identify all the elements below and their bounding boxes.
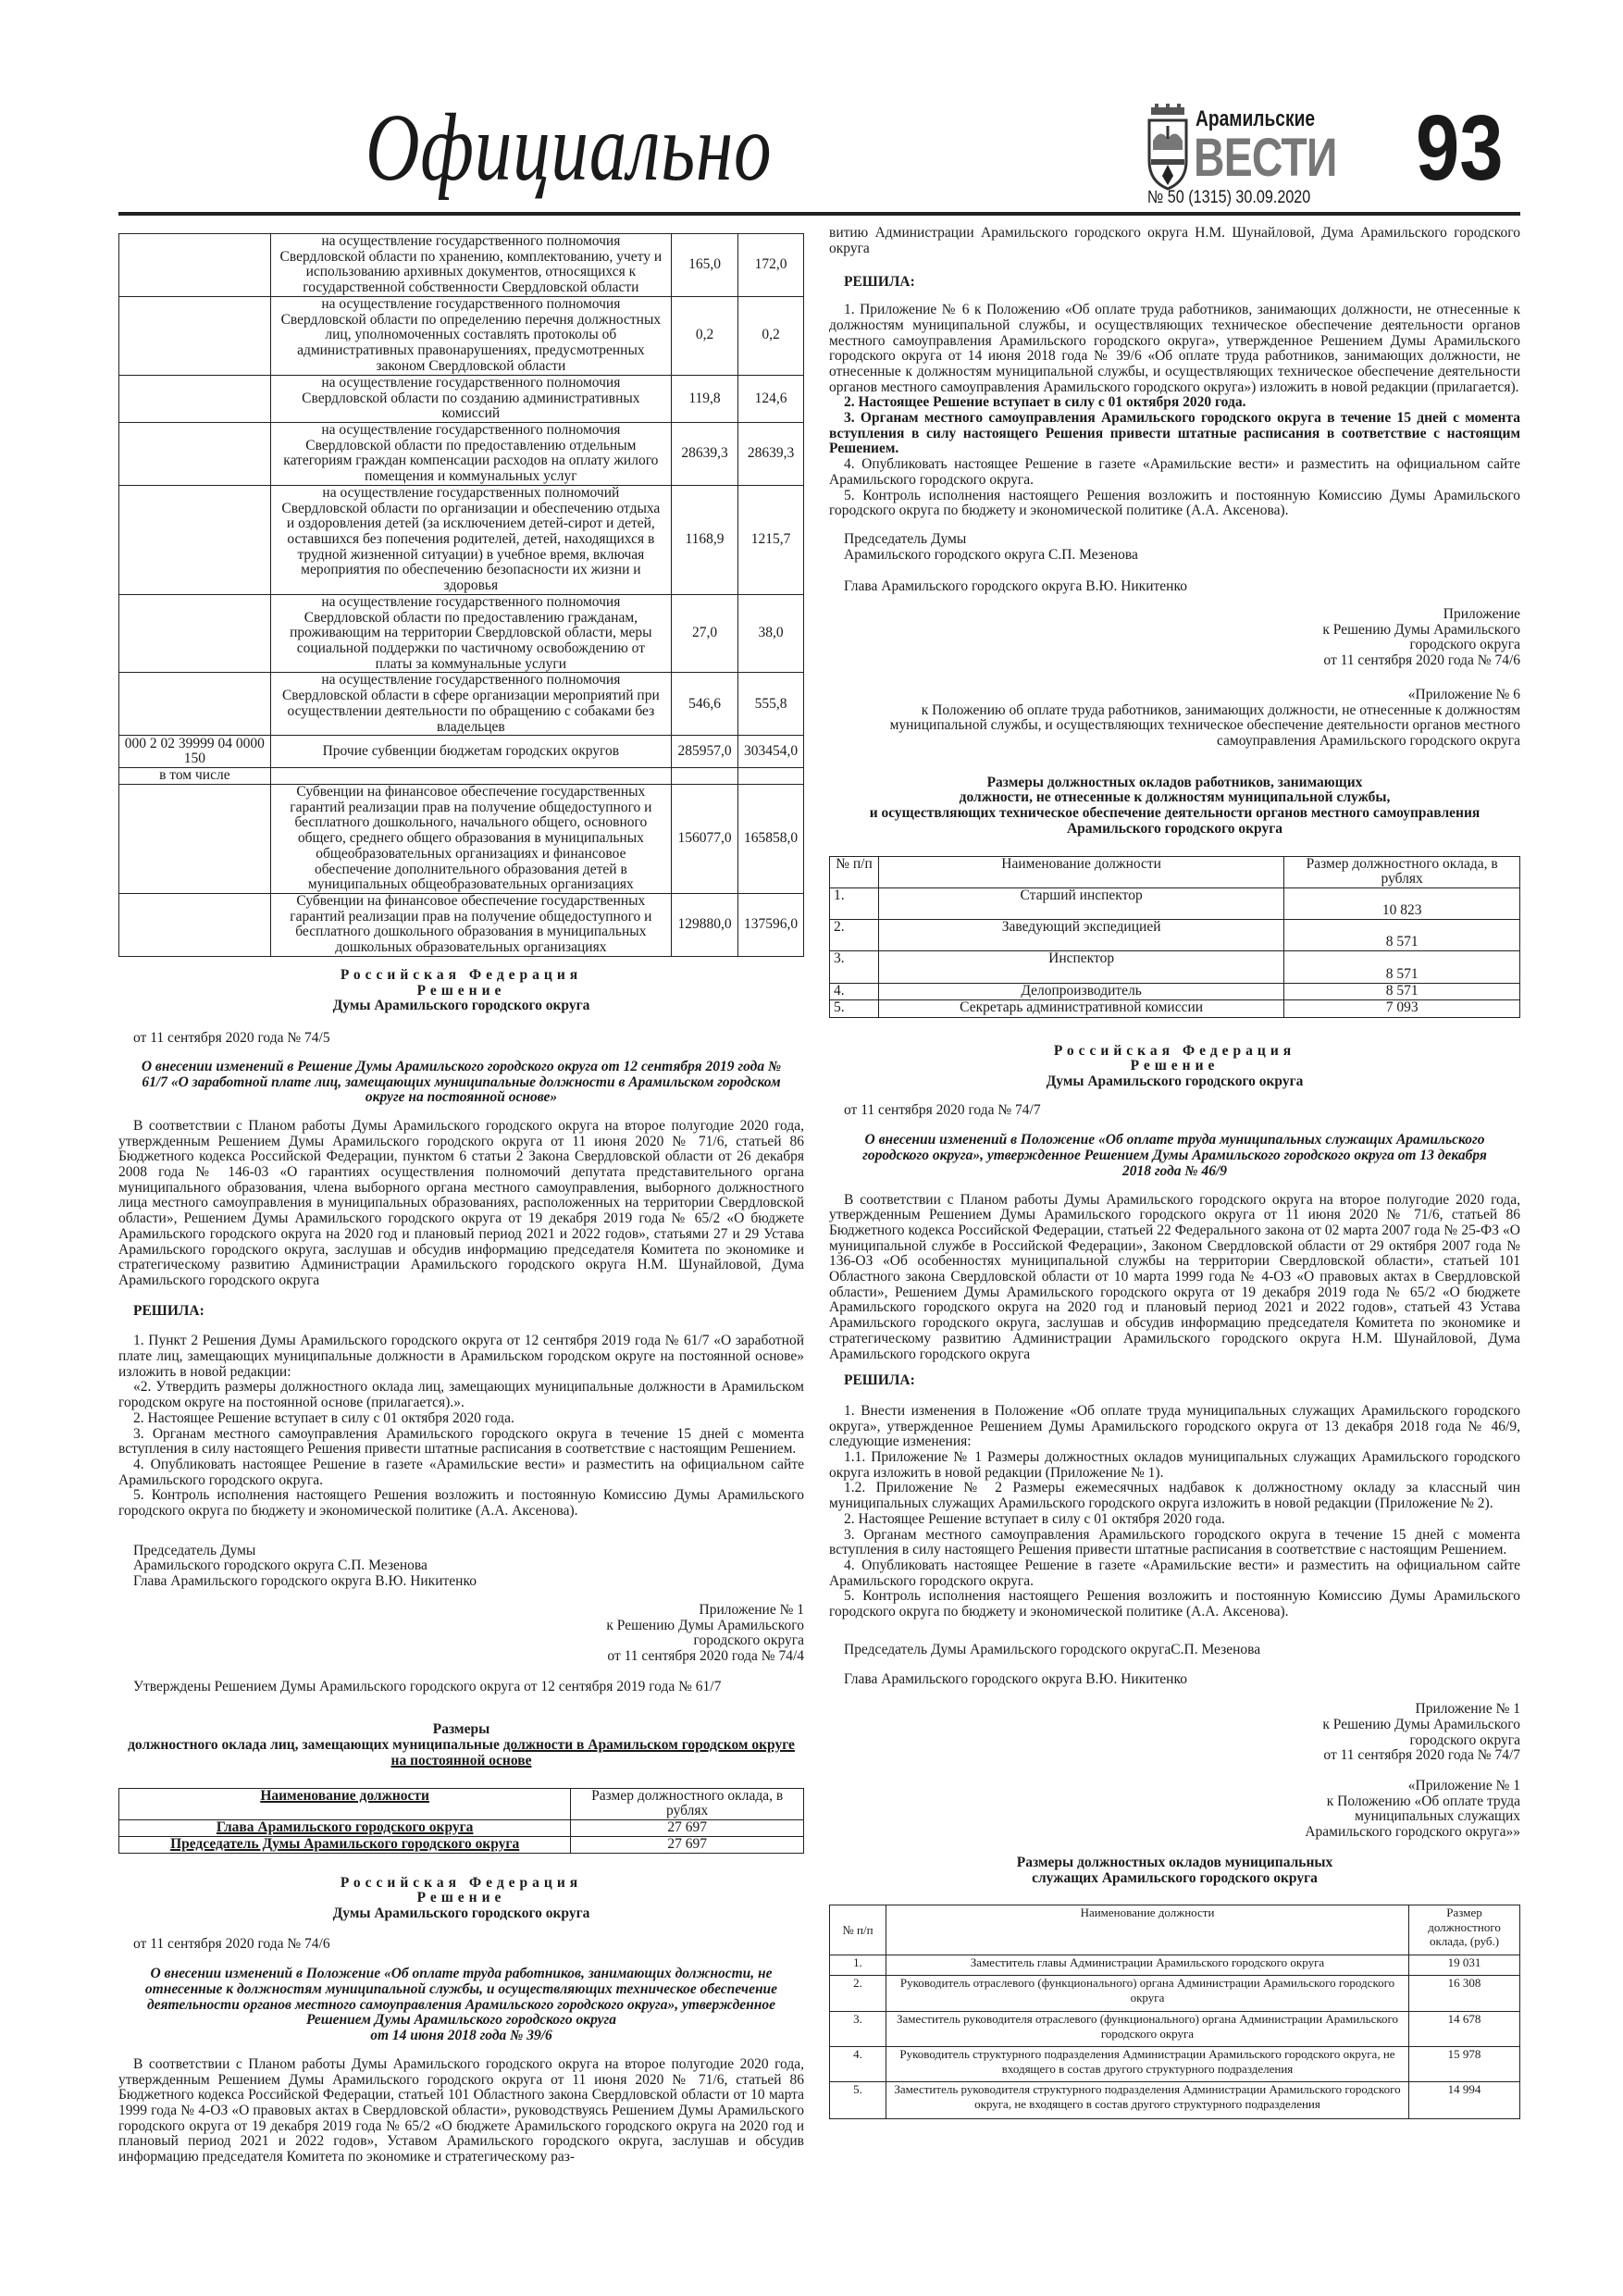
table-row [119, 785, 804, 894]
row-name: Руководитель отраслевого (функционального) органа Администрации Арамильского городского округа [886, 1976, 1408, 2012]
row-value-1: 27,0 [672, 594, 738, 673]
column-header-salary: Размер должностного оклада, в рублях [1284, 856, 1520, 887]
doc2-resolved: РЕШИЛА: [844, 274, 915, 291]
text-line: городского округа [1409, 637, 1520, 653]
row-value-1: 285957,0 [672, 736, 738, 768]
row-name: Руководитель структурного подразделения Администрации Арамильского городского округа, не входящего в состав другого структурного подразделения [886, 2047, 1408, 2082]
list-item: 1. Внести изменения в Положение «Об оплате труда муниципальных служащих Арамильского городского округа», утвержденное Решением Думы Арамильского городского округа от 13 декабря 2018 года № 46/9, следующие изменения: [829, 1402, 1520, 1450]
row-name: Инспектор [878, 950, 1283, 983]
text-line: Глава Арамильского городского округа В.Ю. Никитенко [133, 1573, 477, 1590]
doc2-quote-appendix-text: к Положению об оплате труда работников, занимающих должности, не отнесенные к должностям муниципальной службы, и осуществляющих техническое обеспечение деятельности органов местного самоуправления Арамильского городского округа [889, 701, 1520, 749]
list-item: 2. Настоящее Решение вступает в силу с 01 октября 2020 года. [133, 1409, 514, 1426]
list-item: 3. Органам местного самоуправления Арамильского городского округа в течение 15 дней с момента вступления в силу настоящего Решения привести штатные расписания в соответствие с настоящим Решением. [829, 410, 1520, 457]
text-line: «Приложение № 1 [1407, 1778, 1520, 1794]
row-code [119, 422, 271, 485]
text-line: Размеры должностных окладов работников, занимающих [986, 774, 1363, 790]
doc2-preamble-cont-text: витию Администрации Арамильского городского округа Н.М. Шунайловой, Дума Арамильского городского округа [829, 225, 1520, 256]
doc3-salary-table [829, 1905, 1520, 2119]
row-value-2: 38,0 [738, 594, 804, 673]
doc1-preamble [118, 1119, 804, 1289]
row-name-cell [119, 1819, 571, 1836]
row-code [119, 673, 271, 736]
table-row [830, 950, 1520, 983]
row-salary: 14 994 [1409, 2082, 1520, 2119]
table-row [119, 736, 804, 768]
right-column [829, 226, 1520, 2119]
row-name: Заместитель руководителя отраслевого (функционального) органа Администрации Арамильского городского округа [886, 2012, 1408, 2047]
list-item: 3. Органам местного самоуправления Арамильского городского округа в течение 15 дней с момента вступления в силу настоящего Решения привести штатные расписания в соответствие с настоящим Решением. [118, 1425, 804, 1458]
text-line: к Решению Думы Арамильского [606, 1617, 804, 1633]
list-item: 1.2. Приложение № 2 Размеры ежемесячных надбавок к должностному окладу за классный чин муниципальных служащих Арамильского городского округа изложить в новой редакции (Приложение № 2). [829, 1480, 1520, 1512]
row-value-1: 1168,9 [672, 485, 738, 594]
row-value-2: 124,6 [738, 375, 804, 422]
doc2-preamble-cont [829, 226, 1520, 256]
list-item: 3. Органам местного самоуправления Арамильского городского округа в течение 15 дней с момента вступления в силу настоящего Решения привести штатные расписания в соответствие с настоящим Решением. [829, 1526, 1520, 1558]
doc2-signature-line: Председатель Думы [844, 530, 967, 547]
doc1-table-title [118, 1722, 804, 1769]
row-number: 1. [830, 1955, 886, 1976]
issue-number: № 50 (1315) 30.09.2020 [1147, 188, 1311, 207]
row-name: Глава Арамильского городского округа [216, 1818, 474, 1835]
doc1-table-title-line: Размеры [432, 1721, 490, 1738]
text-line: от 11 сентября 2020 года № 74/6 [1323, 652, 1520, 669]
doc3-body: Думы Арамильского городского округа [1046, 1074, 1304, 1090]
row-name: Заместитель руководителя структурного подразделения Администрации Арамильского городского округа, не входящего в состав другого структурного подразделения [886, 2082, 1408, 2119]
row-value-2: 165858,0 [738, 785, 804, 894]
table-row [119, 673, 804, 736]
coat-of-arms-icon [1146, 104, 1190, 192]
row-salary: 7 093 [1284, 999, 1520, 1017]
list-item: 1.1. Приложение № 1 Размеры должностных окладов муниципальных служащих Арамильского городского округа изложить в новой редакции (Приложение № 1). [829, 1449, 1520, 1481]
doc2-salary-table [829, 856, 1520, 1018]
row-number: 4. [830, 983, 879, 999]
row-value-2: 137596,0 [738, 893, 804, 956]
row-value-2: 28639,3 [738, 422, 804, 485]
row-name: на осуществление государственного полномочия Свердловской области по предоставлению гражданам, проживающим на территории Свердловской области, меры социальной поддержки по частичному освобождению от платы за коммунальные услуги [270, 594, 671, 673]
list-item: 1. Пункт 2 Решения Думы Арамильского городского округа от 12 сентября 2019 года № 61/7 «О заработной плате лиц, замещающих муниципальные должности в Арамильском городском округе на постоянной основе» изложить в новой редакции: [118, 1333, 804, 1380]
text-line: от 11 сентября 2020 года № 74/4 [607, 1648, 804, 1664]
logo-text-small: Арамильские [1196, 106, 1316, 131]
table-row [830, 1976, 1520, 2012]
row-salary: 8 571 [1284, 919, 1520, 950]
row-salary: 8 571 [1284, 983, 1520, 999]
doc1-body: Думы Арамильского городского округа [332, 998, 590, 1014]
row-salary: 27 697 [571, 1819, 804, 1836]
row-code: 000 2 02 39999 04 0000 150 [119, 736, 271, 768]
doc3-title: О внесении изменений в Положение «Об оплате труда муниципальных служащих Арамильского городского округа», утвержденное Решением Думы Арамильского городского округа от 13 декабря 2018 года № 46/9 [862, 1132, 1487, 1179]
row-code [119, 893, 271, 956]
row-value-1: 156077,0 [672, 785, 738, 894]
text-line: Приложение [1443, 606, 1520, 623]
text-line: должности, не отнесенные к должностям муниципальной службы, [959, 789, 1391, 806]
row-number: 3. [830, 2012, 886, 2047]
section-title: Официально [365, 94, 773, 201]
doc1-table-subtitle: должностного оклада лиц, замещающих муниципальные [128, 1737, 503, 1754]
row-salary: 19 031 [1409, 1955, 1520, 1976]
doc1-appendix [118, 1603, 804, 1665]
row-name [270, 768, 671, 785]
doc2-heading [118, 1876, 804, 1922]
table-row [830, 983, 1520, 999]
table-row [830, 887, 1520, 919]
column-header-position: Наименование должности [878, 856, 1283, 887]
row-number: 5. [830, 2082, 886, 2119]
text-line: Арамильского городского округа [1066, 820, 1282, 837]
table-row [119, 768, 804, 785]
row-name: Субвенции на финансовое обеспечение государственных гарантий реализации прав на получение общедоступного и бесплатного дошкольного образования в муниципальных дошкольных образовательных организациях [270, 893, 671, 956]
doc3-quote-appendix [829, 1779, 1520, 1841]
text-line: к Решению Думы Арамильского [1322, 1716, 1520, 1732]
column-header-position: Наименование должности [260, 1787, 429, 1804]
column-header-salary: Размер должностного оклада, в рублях [571, 1788, 804, 1819]
doc1-table-subtitle-underlined: должности в Арамильском городском округе на постоянной основе [390, 1737, 795, 1769]
row-value-2: 303454,0 [738, 736, 804, 768]
row-value-1: 0,2 [672, 296, 738, 375]
text-line: городского округа [1409, 1731, 1520, 1748]
doc1-approved: Утверждены Решением Думы Арамильского городского округа от 12 сентября 2019 года № 61/7 [133, 1678, 722, 1694]
doc2-title [118, 1967, 804, 2044]
row-code [119, 296, 271, 375]
table-row [830, 2012, 1520, 2047]
row-value-2 [738, 768, 804, 785]
row-code [119, 375, 271, 422]
doc1-title: О внесении изменений в Решение Думы Арамильского городского округа от 12 сентября 2019 года № 61/7 «О заработной плате лиц, замещающих муниципальные должности в Арамильском городском округе на постоянной основе» [141, 1058, 782, 1106]
table-row [830, 999, 1520, 1017]
text-line: служащих Арамильского городского округа [1032, 1869, 1318, 1886]
doc2-title-main: О внесении изменений в Положение «Об оплате труда работников, занимающих должности, не отнесенные к должностям муниципальной службы, и осуществляющих техническое обеспечение деятельности органов местного самоуправления Арамильского городского округа», утвержденное Решением Думы Арамильского городского округа [144, 1966, 778, 2029]
budget-table [118, 233, 804, 957]
doc1-type: Решение [416, 982, 506, 999]
row-name: Секретарь административной комиссии [878, 999, 1283, 1017]
row-name: Субвенции на финансовое обеспечение государственных гарантий реализации прав на получение общедоступного и бесплатного дошкольного, начального общего, основного общего, среднего общего образования в муниципальных общеобразовательных организациях и финансовое обеспечение дополнительного образования детей в муниципальных общеобразовательных организациях [270, 785, 671, 894]
table-row [119, 375, 804, 422]
row-name: на осуществление государственного полномочия Свердловской области по предоставлению отдельным категориям граждан компенсации расходов на оплату жилого помещения и коммунальных услуг [270, 422, 671, 485]
column-header-position: Наименование должности [886, 1905, 1408, 1955]
list-item: 1. Приложение № 6 к Положению «Об оплате труда работников, занимающих должности, не отнесенные к должностям муниципальной службы, и осуществляющих техническое обеспечение деятельности органов местного самоуправления Арамильского городского округа», утвержденное Решением Думы Арамильского городского округа от 14 июня 2018 года № 39/6 «Об оплате труда работников, занимающих должности, не отнесенные к должностям муниципальной службы, и осуществляющих техническое обеспечение деятельности органов местного самоуправления Арамильского городского округа») изложить в новой редакции (прилагается). [829, 302, 1520, 395]
doc3-signature-chair: Председатель Думы Арамильского городского округаС.П. Мезенова [844, 1641, 1261, 1657]
table-row [119, 594, 804, 673]
table-row [119, 1819, 804, 1836]
list-item: 4. Опубликовать настоящее Решение в газете «Арамильские вести» и разместить на официальном сайте Арамильского городского округа. [118, 1456, 804, 1488]
table-row [830, 2047, 1520, 2082]
doc2-title-date: от 14 июня 2018 года № 39/6 [370, 2028, 552, 2044]
row-name-cell [119, 1836, 571, 1853]
doc1-signatures [118, 1544, 804, 1590]
page-number: 93 [1416, 96, 1504, 200]
row-name: Заведующий экспедицией [878, 919, 1283, 950]
row-salary: 14 678 [1409, 2012, 1520, 2047]
doc2-items [829, 303, 1520, 519]
row-name: на осуществление государственного полномочия Свердловской области по созданию административных комиссий [270, 375, 671, 422]
doc2-quote-appendix [829, 688, 1520, 750]
doc1-resolved: РЕШИЛА: [133, 1302, 204, 1319]
doc2-preamble [118, 2057, 804, 2166]
text-line: от 11 сентября 2020 года № 74/7 [1323, 1747, 1520, 1764]
list-item: 2. Настоящее Решение вступает в силу с 01 октября 2020 года. [844, 1510, 1225, 1527]
doc2-body: Думы Арамильского городского округа [332, 1905, 590, 1921]
table-row [830, 2082, 1520, 2119]
text-line: и осуществляющих техническое обеспечение деятельности органов местного самоуправления [869, 805, 1481, 822]
table-row [119, 485, 804, 594]
doc3-preamble [829, 1193, 1520, 1363]
table-row [830, 1955, 1520, 1976]
table-row [830, 919, 1520, 950]
list-item: 4. Опубликовать настоящее Решение в газете «Арамильские вести» и разместить на официальном сайте Арамильского городского округа. [829, 1558, 1520, 1589]
row-name: на осуществление государственных полномочий Свердловской области по организации и обеспечению отдыха и оздоровления детей (за исключением детей-сирот и детей, оставшихся без попечения родителей, детей, находящихся в трудной жизненной ситуации) в учебное время, включая мероприятия по обеспечению безопасности их жизни и здоровья [270, 485, 671, 594]
row-salary: 15 978 [1409, 2047, 1520, 2082]
list-item: 5. Контроль исполнения настоящего Решения возложить и постоянную Комиссию Думы Арамильского городского округа по бюджету и экономической политике (А.А. Аксенова). [829, 1588, 1520, 1620]
logo-text-big: ВЕСТИ [1194, 128, 1337, 188]
row-name: Делопроизводитель [878, 983, 1283, 999]
text-line: Приложение № 1 [1415, 1701, 1520, 1718]
row-number: 1. [830, 887, 879, 919]
doc1-country: Российская Федерация [340, 966, 583, 983]
doc1-date: от 11 сентября 2020 года № 74/5 [133, 1030, 330, 1047]
text-line: Арамильского городского округа»» [1305, 1824, 1520, 1841]
doc3-appendix [829, 1702, 1520, 1764]
row-salary: 8 571 [1284, 950, 1520, 983]
row-name: на осуществление государственного полномочия Свердловской области по определению перечня должностных лиц, уполномоченных составлять протоколы об административных правонарушениях, предусмотренных законом Свердловской области [270, 296, 671, 375]
row-number: 5. [830, 999, 879, 1017]
doc1-preamble-text: В соответствии с Планом работы Думы Арамильского городского округа на второе полугодие 2020 года, утвержденным Решением Думы Арамильского городского округа от 11 июня 2020 № 71/6, статьей 86 Бюджетного кодекса Российской Федерации, пунктом 6 статьи 2 Закона Свердловской области от 26 декабря 2008 года № 146-03 «О гарантиях осуществления полномочий депутата представительного органа муниципального образования, члена выборного органа местного самоуправления, выборного должностного лица местного самоуправления в муниципальных образованиях, расположенных на территории Свердловской области», Решением Думы Арамильского городского округа от 19 декабря 2019 года № 65/2 «О бюджете Арамильского городского округа на 2020 год и плановый период 2021 и 2022 годов», статьями 27 и 29 Устава Арамильского городского округа, заслушав и обсудив информацию председателя Комитета по экономике и стратегическому развитию Администрации Арамильского городского округа Н.М. Шунайловой, Дума Арамильского городского округа [118, 1117, 804, 1288]
row-value-2: 172,0 [738, 234, 804, 297]
row-code [119, 594, 271, 673]
row-value-1: 546,6 [672, 673, 738, 736]
doc3-country: Российская Федерация [1053, 1042, 1296, 1059]
header-divider [118, 212, 1520, 216]
row-value-2: 0,2 [738, 296, 804, 375]
table-row [119, 422, 804, 485]
text-line: к Решению Думы Арамильского [1322, 621, 1520, 638]
row-name: на осуществление государственного полномочия Свердловской области по хранению, комплектованию, учету и использованию архивных документов, относящихся к государственной собственности Свердловской области [270, 234, 671, 297]
doc2-signature-head: Глава Арамильского городского округа В.Ю. Никитенко [844, 578, 1187, 595]
doc1-items [118, 1334, 804, 1519]
doc3-items [829, 1404, 1520, 1620]
doc2-signature-line: Арамильского городского округа С.П. Мезенова [844, 546, 1138, 563]
row-value-1: 119,8 [672, 375, 738, 422]
doc3-table-title [829, 1855, 1520, 1886]
row-salary: 27 697 [571, 1836, 804, 1853]
list-item: 2. Настоящее Решение вступает в силу с 01 октября 2020 года. [844, 394, 1246, 411]
row-value-1 [672, 768, 738, 785]
doc2-signature-chair [829, 532, 1520, 563]
row-number: 4. [830, 2047, 886, 2082]
doc2-type: Решение [416, 1890, 506, 1906]
doc2-appendix [829, 607, 1520, 669]
row-name: Старший инспектор [878, 887, 1283, 919]
table-row [119, 893, 804, 956]
text-line: муниципальных служащих [1355, 1808, 1520, 1825]
list-item: 5. Контроль исполнения настоящего Решения возложить и постоянную Комиссию Думы Арамильского городского округа по бюджету и экономической политике (А.А. Аксенова). [118, 1487, 804, 1520]
column-header-salary: Размер должностного оклада, (руб.) [1409, 1905, 1520, 1955]
row-value-2: 555,8 [738, 673, 804, 736]
row-value-1: 129880,0 [672, 893, 738, 956]
row-number: 2. [830, 919, 879, 950]
row-number: 2. [830, 1976, 886, 2012]
row-number: 3. [830, 950, 879, 983]
doc3-resolved: РЕШИЛА: [844, 1372, 915, 1389]
text-line: Арамильского городского округа С.П. Мезенова [133, 1558, 427, 1574]
doc3-heading [829, 1044, 1520, 1090]
doc2-preamble-text: В соответствии с Планом работы Думы Арамильского городского округа на второе полугодие 2020 года, утвержденным Решением Думы Арамильского городского округа от 11 июня 2020 № 71/6, статьей 86 Бюджетного кодекса Российской Федерации, статьей 101 Областного закона Свердловской области от 10 марта 1999 года № 4-ОЗ «О правовых актах в Свердловской области», руководствуясь Решением Думы Арамильского городского округа от 19 декабря 2019 года № 65/2 «О бюджете Арамильского городского округа на 2020 год и плановый период 2021 и 2022 годов», Уставом Арамильского городского округа, заслушав и обсудив информацию председателя Комитета по экономике и стратегическому раз- [118, 2055, 804, 2166]
row-code: в том числе [119, 768, 271, 785]
text-line: Приложение № 1 [699, 1601, 804, 1618]
table-row [119, 296, 804, 375]
doc2-quote-appendix-title: «Приложение № 6 [1407, 686, 1520, 702]
row-name: Заместитель главы Администрации Арамильского городского округа [886, 1955, 1408, 1976]
row-salary: 10 823 [1284, 887, 1520, 919]
doc2-country: Российская Федерация [340, 1874, 583, 1891]
text-line: к Положению «Об оплате труда [1326, 1793, 1520, 1809]
row-value-2: 1215,7 [738, 485, 804, 594]
doc1-salary-table [118, 1788, 804, 1854]
list-item: 4. Опубликовать настоящее Решение в газете «Арамильские вести» и разместить на официальном сайте Арамильского городского округа. [829, 456, 1520, 488]
doc3-signature-head: Глава Арамильского городского округа В.Ю. Никитенко [844, 1670, 1187, 1687]
doc1-heading [118, 968, 804, 1014]
text-line: городского округа [693, 1632, 804, 1649]
column-header-number: № п/п [830, 1905, 886, 1955]
doc3-type: Решение [1130, 1058, 1220, 1074]
list-item: 5. Контроль исполнения настоящего Решения возложить и постоянную Комиссию Думы Арамильского городского округа по бюджету и экономической политике (А.А. Аксенова). [829, 487, 1520, 519]
doc3-preamble-text: В соответствии с Планом работы Думы Арамильского городского округа на второе полугодие 2020 года, утвержденным Решением Думы Арамильского городского округа от 11 июня 2020 № 71/6, статьей 86 Бюджетного кодекса Российской Федерации, статьей 22 Федерального закона от 02 марта 2007 года № 25-ФЗ «О муниципальной службе в Российской Федерации», Законом Свердловской области от 29 октября 2007 года № 136-ОЗ «Об особенностях муниципальной службы на территории Свердловской области», статьей 101 Областного закона Свердловской области от 10 марта 1999 года № 4-ОЗ «О правовых актах в Свердловской области», Решением Думы Арамильского городского округа от 19 декабря 2019 года № 65/2 «О бюджете Арамильского городского округа на 2020 год и плановый период 2021 и 2022 годов», статьей 43 Устава Арамильского городского округа, заслушав и обсудив информацию председателя Комитета по экономике и стратегическому развитию Администрации Арамильского городского округа Н.М. Шунайловой, Дума Арамильского городского округа [829, 1191, 1520, 1362]
row-value-1: 28639,3 [672, 422, 738, 485]
row-code [119, 485, 271, 594]
table-row [119, 1836, 804, 1853]
row-name: на осуществление государственного полномочия Свердловской области в сфере организации мероприятий при осуществлении деятельности по обращению с собаками без владельцев [270, 673, 671, 736]
row-code [119, 785, 271, 894]
text-line: Председатель Думы [133, 1542, 256, 1558]
column-header-number: № п/п [830, 856, 879, 887]
list-item: «2. Утвердить размеры должностного оклада лиц, замещающих муниципальные должности в Арамильском городском округе на постоянной основе (прилагается).». [118, 1379, 804, 1411]
row-name: Прочие субвенции бюджетам городских округов [270, 736, 671, 768]
table-row [119, 234, 804, 297]
text-line: Размеры должностных окладов муниципальных [1016, 1854, 1333, 1870]
doc2-table-title [829, 776, 1520, 838]
doc3-date: от 11 сентября 2020 года № 74/7 [844, 1101, 1041, 1118]
row-name: Председатель Думы Арамильского городского округа [170, 1835, 520, 1852]
row-value-1: 165,0 [672, 234, 738, 297]
doc2-date: от 11 сентября 2020 года № 74/6 [133, 1935, 330, 1952]
row-salary: 16 308 [1409, 1976, 1520, 2012]
row-code [119, 234, 271, 297]
left-column [118, 233, 804, 2166]
